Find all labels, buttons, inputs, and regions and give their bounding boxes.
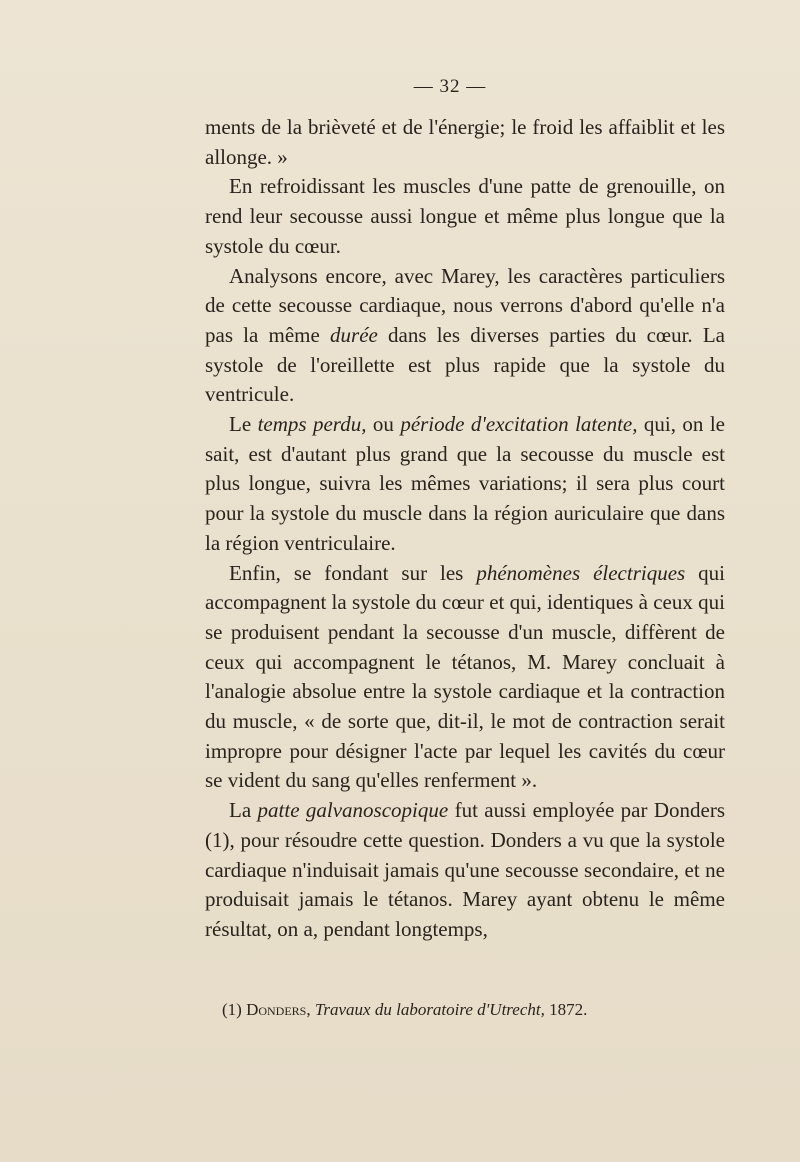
page-number: — 32 — bbox=[413, 76, 487, 97]
paragraph-text: dans les diverses parties du cœur. La systole de l'oreillette est plus rapide que la systole du ventricule. bbox=[205, 322, 725, 407]
italic-term: durée bbox=[330, 322, 378, 347]
paragraph bbox=[205, 113, 725, 172]
footnote bbox=[222, 1000, 722, 1020]
paragraph-text: Analysons encore, avec Marey, les caractères particuliers de cette secousse cardiaque, nous verrons d'abord qu'elle n'a pas la même bbox=[205, 263, 725, 347]
paragraph bbox=[205, 172, 725, 261]
italic-term: période d'excitation latente, bbox=[400, 412, 638, 437]
body-text bbox=[205, 113, 725, 945]
paragraph-text: qui accompagnent la systole du cœur et qui, identiques à ceux qui se produisent pendant la secousse d'un muscle, diffèrent de ceux qui accompagnent le tétanos, M. Marey concluait à l'analogie absolue entre la systole cardiaque et la contraction du muscle, « de sorte que, dit-il, le mot de contraction serait impropre pour désigner l'acte par lequel les cavités du cœur se vident du sang qu'elles renferment ». bbox=[205, 560, 725, 793]
paragraph bbox=[205, 410, 725, 559]
footnote-year: 1872. bbox=[549, 1000, 588, 1019]
footnote-marker: (1) bbox=[222, 1000, 242, 1019]
paragraph bbox=[205, 559, 725, 797]
paragraph-text: Enfin, se fondant sur les bbox=[229, 560, 477, 585]
paragraph bbox=[205, 796, 725, 945]
paragraph-text: La bbox=[229, 798, 258, 823]
italic-term: phénomènes électriques bbox=[476, 560, 686, 585]
paragraph-text: fut aussi employée par Donders (1), pour résoudre cette question. Donders a vu que la systole cardiaque n'induisait jamais qu'une secousse secondaire, et ne produisait jamais le tétanos. Marey ayant obtenu le même résultat, on a, pendant longtemps, bbox=[205, 798, 725, 941]
footnote-author: Donders, bbox=[246, 1000, 311, 1019]
paragraph-text: ments de la brièveté et de l'énergie; le froid les affaiblit et les allonge. » bbox=[205, 115, 725, 169]
paragraph-text: En refroidissant les muscles d'une patte de grenouille, on rend leur secousse aussi longue et même plus longue que la systole du cœur. bbox=[205, 174, 725, 258]
italic-term: temps perdu, bbox=[257, 412, 367, 437]
paragraph-text: ou bbox=[366, 412, 401, 437]
paragraph bbox=[205, 262, 725, 411]
paragraph-text: qui, on le sait, est d'autant plus grand que la secousse du muscle est plus longue, suivra les mêmes variations; il sera plus court pour la systole du muscle dans la région auriculaire que dans la région ventriculaire. bbox=[205, 412, 726, 555]
footnote-title: Travaux du laboratoire d'Utrecht, bbox=[314, 1000, 545, 1019]
paragraph-text: Le bbox=[229, 412, 258, 437]
italic-term: patte galvanoscopique bbox=[257, 798, 449, 823]
